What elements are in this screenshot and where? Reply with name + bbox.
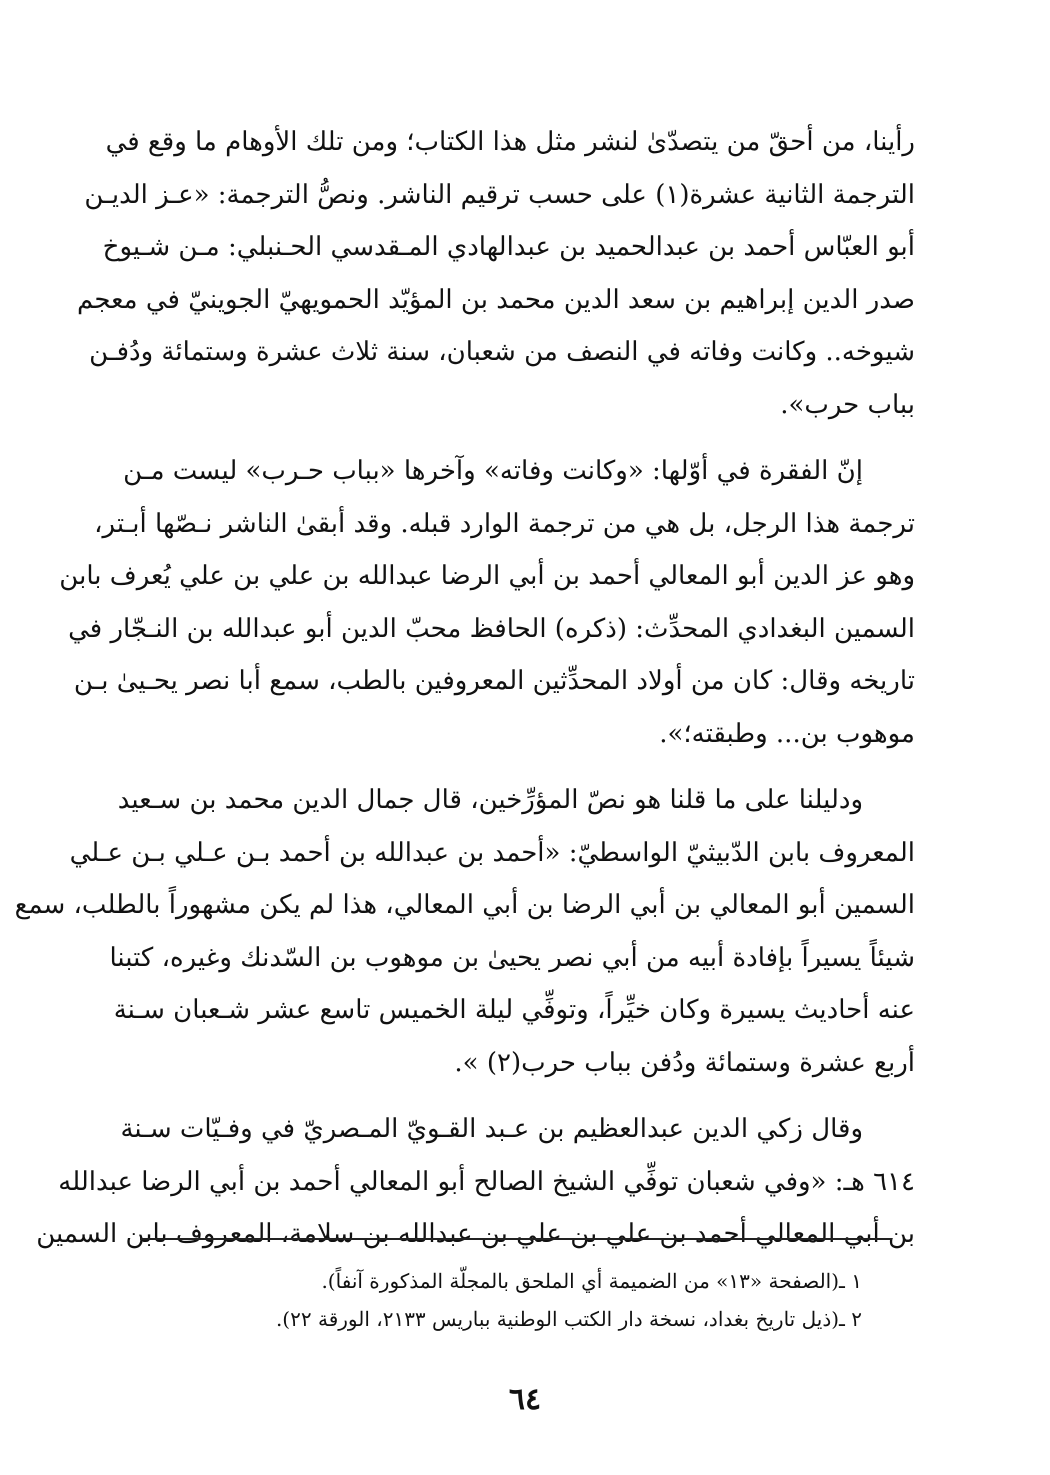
paragraph-1 <box>77 116 915 431</box>
text-line: وهو عز الدين أبو المعالي أحمد بن أبي الرضا عبدالله بن علي بن علي يُعرف بابن <box>59 561 915 591</box>
paragraph-2 <box>59 445 915 760</box>
text-line: المعروف بابن الدّبيثيّ الواسطيّ: «أحمد بن عبدالله بن أحمد بـن عـلي بـن عـلي <box>69 837 915 868</box>
page-number: ٦٤ <box>508 1382 542 1417</box>
text-line: بباب حرب». <box>780 389 915 420</box>
paragraph-3 <box>14 774 915 1089</box>
text-line: إنّ الفقرة في أوّلها: «وكانت وفاته» وآخرها «بباب حـرب» ليست مـن <box>123 456 863 486</box>
text-line: رأينا، من أحقّ من يتصدّىٰ لنشر مثل هذا الكتاب؛ ومن تلك الأوهام ما وقع في <box>105 127 915 157</box>
text-line: بن أبي المعالي أحمد بن علي بن علي بن عبدالله بن سلامة، المعروف بابن السمين <box>36 1219 915 1249</box>
text-line: شيوخه.. وكانت وفاته في النصف من شعبان، سنة ثلاث عشرة وستمائة ودُفـن <box>89 337 915 367</box>
footnote-divider <box>140 1238 892 1240</box>
body-text <box>14 116 915 1275</box>
text-line: موهوب بن... وطبقته؛». <box>659 718 915 749</box>
footnote-1: ١ ـ(الصفحة «١٣» من الضميمة أي الملحق بالمجلّة المذكورة آنفاً). <box>321 1269 862 1293</box>
footnotes <box>140 1262 890 1338</box>
text-line: شيئاً يسيراً بإفادة أبيه من أبي نصر يحيىٰ بن موهوب بن السّدنك وغيره، كتبنا <box>109 942 915 973</box>
text-line: ٦١٤ هـ: «وفي شعبان توفِّي الشيخ الصالح أبو المعالي أحمد بن أبي الرضا عبدالله <box>58 1166 915 1197</box>
paragraph-4 <box>36 1103 915 1261</box>
text-line: السمين أبو المعالي بن أبي الرضا بن أبي المعالي، هذا لم يكن مشهوراً بالطلب، سمع <box>14 890 915 920</box>
text-line: وقال زكي الدين عبدالعظيم بن عـبد القـويّ المـصريّ في وفـيّات سـنة <box>120 1114 863 1144</box>
text-line: عنه أحاديث يسيرة وكان خيِّراً، وتوفِّي ليلة الخميس تاسع عشر شـعبان سـنة <box>113 995 915 1025</box>
text-line: أبو العبّاس أحمد بن عبدالحميد بن عبدالهادي المـقدسي الحـنبلي: مـن شـيوخ <box>102 232 915 262</box>
text-line: أربع عشرة وستمائة ودُفن بباب حرب(٢) ». <box>454 1047 915 1078</box>
text-line: ودليلنا على ما قلنا هو نصّ المؤرِّخين، قال جمال الدين محمد بن سـعيد <box>117 785 863 815</box>
text-line: تاريخه وقال: كان من أولاد المحدِّثين المعروفين بالطب، سمع أبا نصر يحـيىٰ بـن <box>73 666 915 696</box>
text-line: الترجمة الثانية عشرة(١) على حسب ترقيم الناشر. ونصُّ الترجمة: «عـز الديـن <box>84 179 915 210</box>
text-line: صدر الدين إبراهيم بن سعد الدين محمد بن المؤيّد الحمويهيّ الجوينيّ في معجم <box>77 284 915 315</box>
text-line: السمين البغدادي المحدِّث: (ذكره) الحافظ محبّ الدين أبو عبدالله بن النـجّار في <box>68 613 915 644</box>
footnote-2: ٢ ـ(ذيل تاريخ بغداد، نسخة دار الكتب الوطنية بباريس ٢١٣٣، الورقة ٢٢). <box>275 1307 862 1331</box>
text-line: ترجمة هذا الرجل، بل هي من ترجمة الوارد قبله. وقد أبقىٰ الناشر نـصّها أبـتر، <box>94 508 915 539</box>
